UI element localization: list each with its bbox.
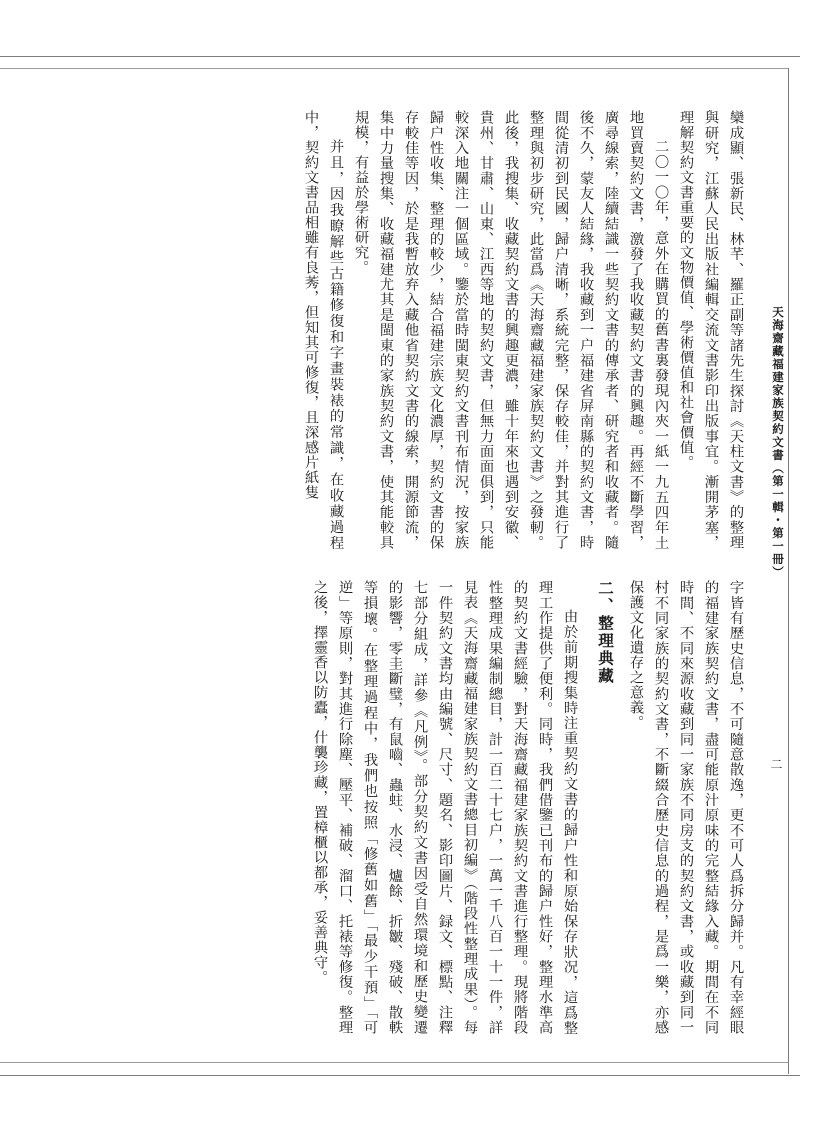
section-heading: 二、整理典藏 <box>596 580 614 685</box>
paragraph: 由於前期搜集時注重契約文書的歸户性和原始保存狀况，這爲整理工作提供了便利。同時，我們借鑒已刊布的歸户性好，整理水準高的契約文書經驗，對天海齋藏福建家族契約文書進行整理。現將階段性整理成果編制總目，計一百二十七户，一萬一千八百一十一件，詳見表《天海齋藏福建家族契約文書總目初編》（階段性整理成果）。每一件契約文書均由編號、尺寸、題名、影印圖片、録文、標點、注釋七部分組成，詳參《凡例》。部分契約文書因受自然環境和歷史變遷的影響，零圭斷璧，有鼠嚙、蟲蛀、水浸、爐餘、折皺、殘破、散軼等損壞。在整理過程中，我們也按照「修舊如舊」「最少干預」「可逆」等原則，對其進行除塵、壓平、補破、溜口、托裱等修復。整理之後，擇靈香以防蠹，什襲珍藏，置樟櫃以都承，妥善典守。 <box>312 580 578 1035</box>
paragraph: 欒成顯、張新民、林芊、羅正副等諸先生探討《天柱文書》的整理與研究，江蘇人民出版社編輯交流文書影印出版事宜。漸開茅塞，理解契約文書重要的文物價值、學術價值和社會價值。 <box>678 110 744 550</box>
page-number: 二 <box>769 758 783 770</box>
text-block-top <box>180 110 748 550</box>
paragraph: 字皆有歷史信息，不可隨意散逸，更不可人爲拆分歸并。凡有幸經眼的福建家族契約文書，盡可能原汁原味的完整結緣入藏。期間在不同時間、不同來源收藏到同一家族不同房支的契約文書，或收藏到同一村不同家族的契約文書，不斷綴合歷史信息的過程，是爲一樂，亦感保護文化遺存之意義。 <box>628 580 744 1035</box>
frame-top-rule <box>0 56 800 57</box>
frame-inner-top-rule <box>0 68 788 69</box>
running-head: 天海齋藏福建家族契約文書（第一輯・第一冊） <box>771 306 785 579</box>
frame-right-rule <box>788 68 789 1074</box>
frame-bottom-rule <box>0 1075 800 1076</box>
frame-inner-bottom-rule <box>0 1062 788 1063</box>
text-block-bottom <box>180 580 748 1035</box>
paragraph: 二〇一〇年，意外在購買的舊書裏發現內夾一紙一九五四年土地買賣契約文書，激發了我收藏契約文書的興趣。再經不斷學習，廣尋線索，陸續結識一些契約文書的傳承者、研究者和收藏者。隨後不久，蒙友人結緣，我收藏到一户福建省屏南縣的契約文書，時間從清初到民國，歸户清晰，系統完整，保存較佳，并對其進行了整理與初步研究，此當爲《天海齋藏福建家族契約文書》之發軔。此後，我搜集、收藏契約文書的興趣更濃，雖十年來也遇到安徽、貴州、甘肅、山東、江西等地的契約文書，但無力面面俱到，只能較深入地關注一個區域。鑒於當時閩東契約文書刊布情況，按家族歸户性收集、整理的較少，結合福建宗族文化濃厚，契約文書的保存較佳等因，於是我暫放弃入藏他省契約文書的線索，開源節流，集中力量搜集、收藏福建尤其是閩東的家族契約文書，使其能較具規模，有益於學術研究。 <box>353 110 669 550</box>
paragraph: 并且，因我瞭解些古籍修復和字畫裝裱的常識，在收藏過程中，契約文書品相雖有良莠，但知其可修復，且深感片紙隻 <box>303 110 344 550</box>
